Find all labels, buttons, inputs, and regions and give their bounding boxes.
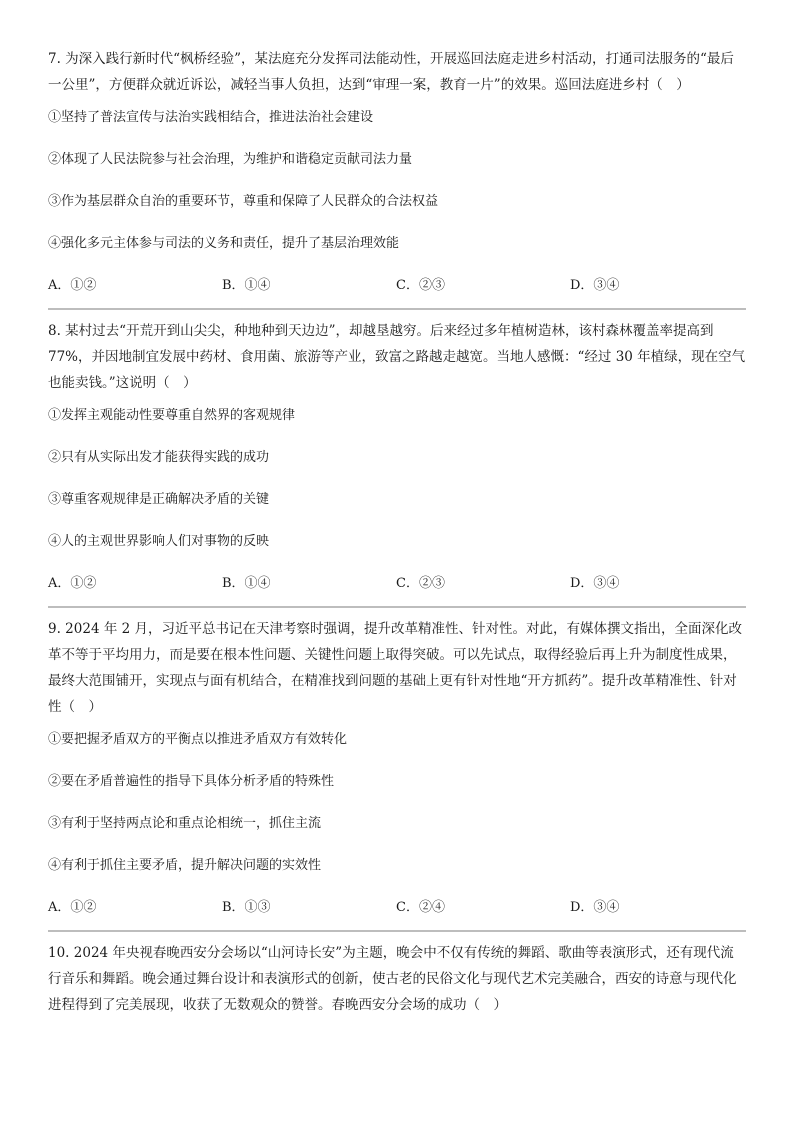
question-stem: 9. 2024 年 2 月，习近平总书记在天津考察时强调，提升改革精准性、针对性。对此，有媒体撰文指出，全面深化改革不等于平均用力，而是要在根本性问题、关键性问题上取得突破。可以先试点，取得经验后再上升为制度性成果，最终大范围铺开，实现点与面有机结合，在精准找到问题的基础上更有针对性地“开方抓药”。提升改革精准性、针对性（ ） — [48, 621, 742, 715]
answer-d: D．③④ — [570, 576, 620, 591]
option-4: ④强化多元主体参与司法的义务和责任，提升了基层治理效能 — [48, 236, 400, 251]
divider — [48, 606, 746, 608]
answer-c: C．②③ — [396, 278, 445, 293]
answer-d: D．③④ — [570, 278, 620, 293]
question-stem: 7. 为深入践行新时代“枫桥经验”，某法庭充分发挥司法能动性，开展巡回法庭走进乡村活动，打通司法服务的“最后一公里”，方便群众就近诉讼，减轻当事人负担，达到“审理一案，教育一片”的效果。巡回法庭进乡村（ ） — [48, 51, 734, 93]
answer-a: A．①② — [48, 900, 97, 915]
option-1: ①坚持了普法宣传与法治实践相结合，推进法治社会建设 — [48, 110, 374, 125]
answer-choices — [48, 574, 746, 594]
option-2: ②要在矛盾普遍性的指导下具体分析矛盾的特殊性 — [48, 774, 335, 789]
option-3: ③作为基层群众自治的重要环节，尊重和保障了人民群众的合法权益 — [48, 194, 439, 209]
answer-choices — [48, 898, 746, 918]
divider — [48, 308, 746, 310]
question-9 — [48, 616, 746, 918]
option-4: ④人的主观世界影响人们对事物的反映 — [48, 534, 270, 549]
question-stem: 10. 2024 年央视春晚西安分会场以“山河诗长安”为主题，晚会中不仅有传统的舞蹈、歌曲等表演形式，还有现代流行音乐和舞蹈。晚会通过舞台设计和表演形式的创新，使古老的民俗文化与现代艺术完美融合，西安的诗意与现代化进程得到了完美展现，收获了无数观众的赞誉。春晚西安分会场的成功（ ） — [48, 945, 737, 1013]
answer-c: C．②③ — [396, 576, 445, 591]
question-10 — [48, 940, 746, 1018]
answer-b: B．①③ — [222, 900, 271, 915]
option-4: ④有利于抓住主要矛盾，提升解决问题的实效性 — [48, 858, 322, 873]
answer-a: A．①② — [48, 576, 97, 591]
question-stem: 8. 某村过去“开荒开到山尖尖，种地种到天边边”，却越垦越穷。后来经过多年植树造林，该村森林覆盖率提高到 77%，并因地制宜发展中药材、食用菌、旅游等产业，致富之路越走越宽。当地人感慨：“经过 30 年植绿，现在空气也能卖钱。”这说明（ ） — [48, 323, 746, 391]
question-8 — [48, 318, 746, 594]
answer-c: C．②④ — [396, 900, 445, 915]
answer-choices — [48, 276, 746, 296]
option-1: ①发挥主观能动性要尊重自然界的客观规律 — [48, 408, 296, 423]
option-3: ③有利于坚持两点论和重点论相统一，抓住主流 — [48, 816, 322, 831]
question-7 — [48, 46, 746, 296]
option-3: ③尊重客观规律是正确解决矛盾的关键 — [48, 492, 270, 507]
option-2: ②只有从实际出发才能获得实践的成功 — [48, 450, 270, 465]
option-1: ①要把握矛盾双方的平衡点以推进矛盾双方有效转化 — [48, 732, 348, 747]
answer-a: A．①② — [48, 278, 97, 293]
answer-b: B．①④ — [222, 576, 271, 591]
answer-d: D．③④ — [570, 900, 620, 915]
answer-b: B．①④ — [222, 278, 271, 293]
divider — [48, 930, 746, 932]
option-2: ②体现了人民法院参与社会治理，为维护和谐稳定贡献司法力量 — [48, 152, 413, 167]
